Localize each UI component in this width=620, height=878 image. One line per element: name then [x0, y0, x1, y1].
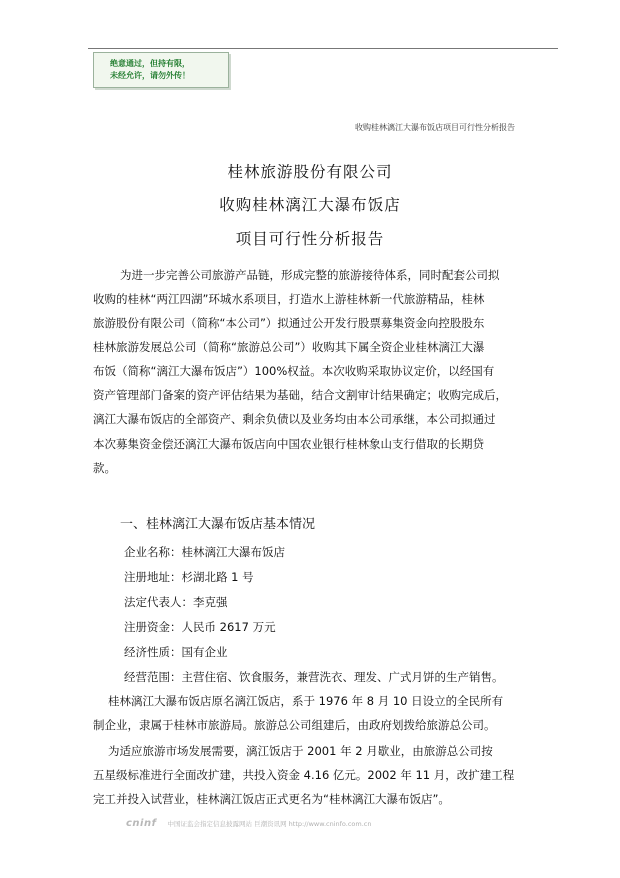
- info-legal-representative: 法定代表人：李克强: [124, 595, 228, 609]
- intro-line: 布饭（简称“漓江大瀑布饭店”）100%权益。本次收购采取协议定价，以经国有: [93, 364, 495, 378]
- history-line: 桂林漓江大瀑布饭店原名漓江饭店，系于 1976 年 8 月 10 日设立的全民所有: [108, 694, 504, 708]
- notice-line-1: 绝意通过，但持有限，: [110, 59, 190, 68]
- intro-line: 为进一步完善公司旅游产品链，形成完整的旅游接待体系，同时配套公司拟: [120, 268, 500, 282]
- header-rule: [88, 48, 558, 49]
- history-line: 制企业，隶属于桂林市旅游局。旅游总公司组建后，由政府划拨给旅游总公司。: [93, 718, 496, 732]
- info-business-scope: 经营范围：主营住宿、饮食服务，兼营洗衣、理发、广式月饼的生产销售。: [124, 670, 504, 684]
- info-economic-nature: 经济性质：国有企业: [124, 645, 228, 659]
- intro-line: 款。: [93, 461, 116, 475]
- running-header: 收购桂林漓江大瀑布饭店项目可行性分析报告: [355, 123, 515, 132]
- report-title-line-2: 收购桂林漓江大瀑布饭店: [219, 196, 401, 214]
- footer-watermark: [126, 811, 372, 829]
- history-line: 为适应旅游市场发展需要，漓江饭店于 2001 年 2 月歇业，由旅游总公司按: [108, 744, 493, 758]
- intro-line: 桂林旅游发展总公司（简称“旅游总公司”）收购其下属全资企业桂林漓江大瀑: [93, 340, 485, 354]
- intro-line: 漓江大瀑布饭店的全部资产、剩余负债以及业务均由本公司承继，本公司拟通过: [93, 412, 496, 426]
- intro-line: 本次募集资金偿还漓江大瀑布饭店向中国农业银行桂林象山支行借取的长期贷: [93, 437, 484, 451]
- section-heading: 一、桂林漓江大瀑布饭店基本情况: [120, 517, 316, 532]
- notice-line-2: 未经允许，请勿外传！: [110, 71, 190, 80]
- intro-line: 资产管理部门备案的资产评估结果为基础，结合文割审计结果确定；收购完成后，: [93, 388, 507, 402]
- footer-text: 中国证监会指定信息披露网站 巨潮资讯网 http://www.cninfo.com.cn: [167, 820, 372, 828]
- intro-line: 旅游股份有限公司（简称“本公司”）拟通过公开发行股票募集资金向控股股东: [93, 316, 485, 330]
- report-title-line-3: 项目可行性分析报告: [235, 230, 385, 248]
- intro-line: 收购的桂林“两江四湖”环城水系项目，打造水上游桂林新一代旅游精品，桂林: [93, 292, 485, 306]
- info-registered-address: 注册地址：杉湖北路 1 号: [124, 570, 254, 584]
- report-title-line-1: 桂林旅游股份有限公司: [227, 163, 393, 181]
- info-registered-capital: 注册资金：人民币 2617 万元: [124, 620, 276, 634]
- info-company-name: 企业名称：桂林漓江大瀑布饭店: [124, 545, 285, 559]
- cninfo-logo: cninf: [126, 818, 157, 829]
- history-line: 完工并投入试营业，桂林漓江饭店正式更名为“桂林漓江大瀑布饭店”。: [93, 792, 450, 806]
- history-line: 五星级标准进行全面改扩建，共投入资金 4.16 亿元。2002 年 11 月，改扩建工程: [93, 768, 515, 782]
- confidential-notice-stamp: [93, 52, 229, 88]
